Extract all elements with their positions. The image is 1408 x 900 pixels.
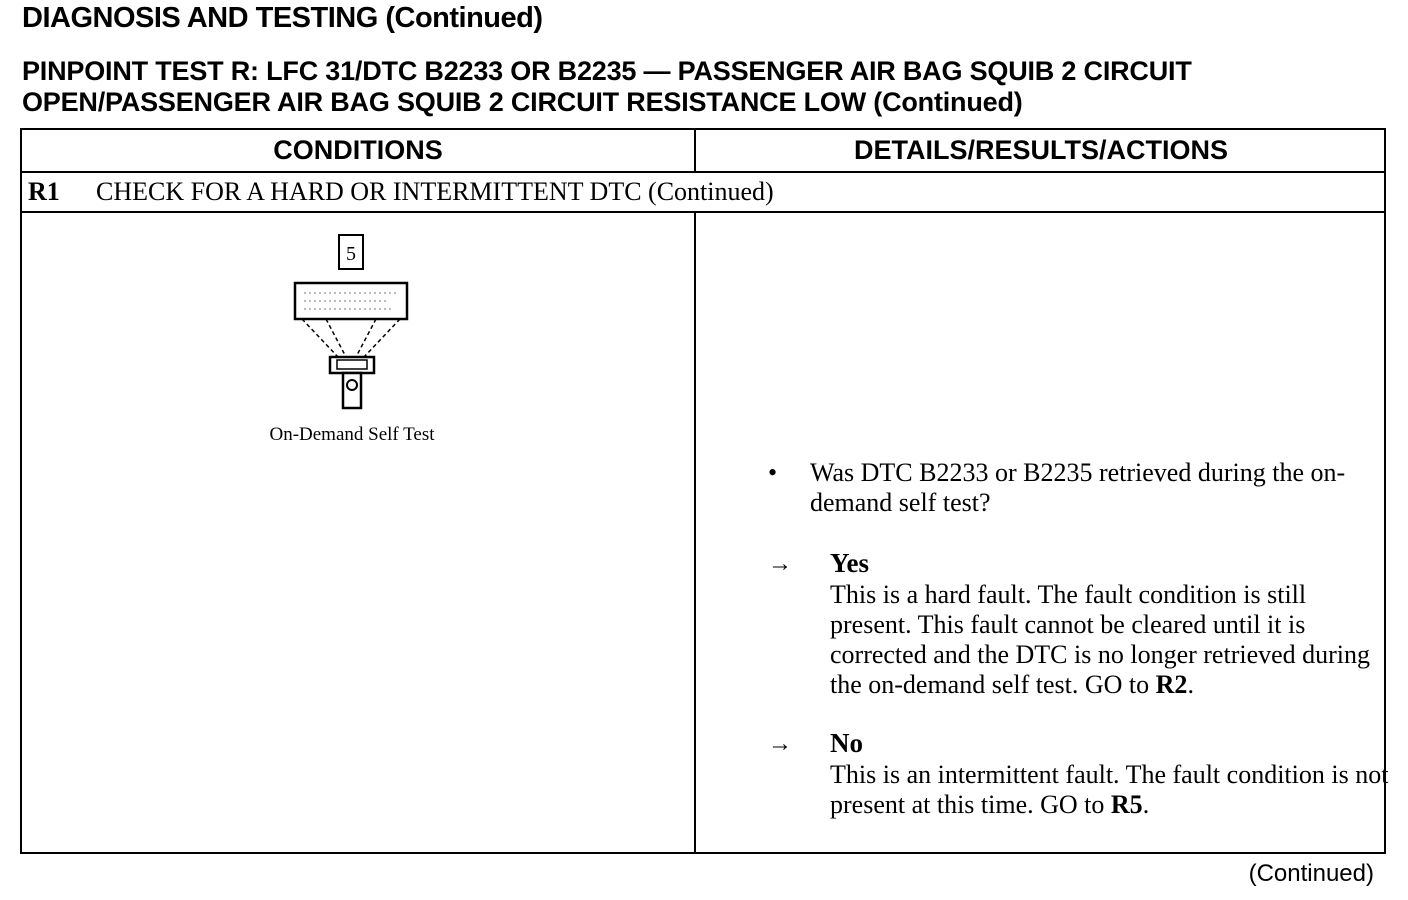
test-question: Was DTC B2233 or B2235 retrieved during the on-demand self test?	[810, 458, 1346, 517]
goto-r2-link[interactable]: R2	[1155, 670, 1188, 699]
goto-r5-link[interactable]: R5	[1110, 790, 1143, 819]
no-label: No	[830, 728, 863, 758]
step-row	[22, 173, 1384, 211]
step-number: 5	[346, 243, 356, 265]
no-arrow-icon: →	[768, 731, 792, 757]
step-id: R1	[28, 177, 60, 206]
header-divider	[694, 130, 696, 171]
page-title: DIAGNOSIS AND TESTING (Continued)	[22, 2, 543, 34]
conditions-header: CONDITIONS	[273, 135, 443, 165]
column-divider	[694, 213, 696, 854]
test-title-line-2: OPEN/PASSENGER AIR BAG SQUIB 2 CIRCUIT RESISTANCE LOW (Continued)	[22, 87, 1023, 117]
pinpoint-test-table	[20, 128, 1389, 854]
continued-note: (Continued)	[1248, 860, 1374, 887]
yes-label: Yes	[830, 548, 869, 578]
details-header: DETAILS/RESULTS/ACTIONS	[853, 135, 1228, 165]
question-bullet: •	[768, 458, 778, 487]
test-title-line-1: PINPOINT TEST R: LFC 31/DTC B2233 OR B2235 — PASSENGER AIR BAG SQUIB 2 CIRCUIT	[22, 56, 1192, 86]
figure-caption: On-Demand Self Test	[269, 424, 435, 445]
yes-result-text: This is a hard fault. The fault condition is still present. This fault cannot be cleared until it is corrected and the DTC is no longer retrieved during the on-demand self test. GO to R2.	[830, 580, 1371, 699]
no-result-text: This is an intermittent fault. The fault condition is not present at this time. GO to R5.	[830, 760, 1389, 819]
step-rule	[22, 211, 1384, 213]
step-title: CHECK FOR A HARD OR INTERMITTENT DTC (Continued)	[96, 177, 774, 206]
scan-tool-icon	[286, 233, 416, 411]
pinpoint-test-title	[22, 56, 1402, 118]
yes-arrow-icon: →	[768, 551, 792, 577]
